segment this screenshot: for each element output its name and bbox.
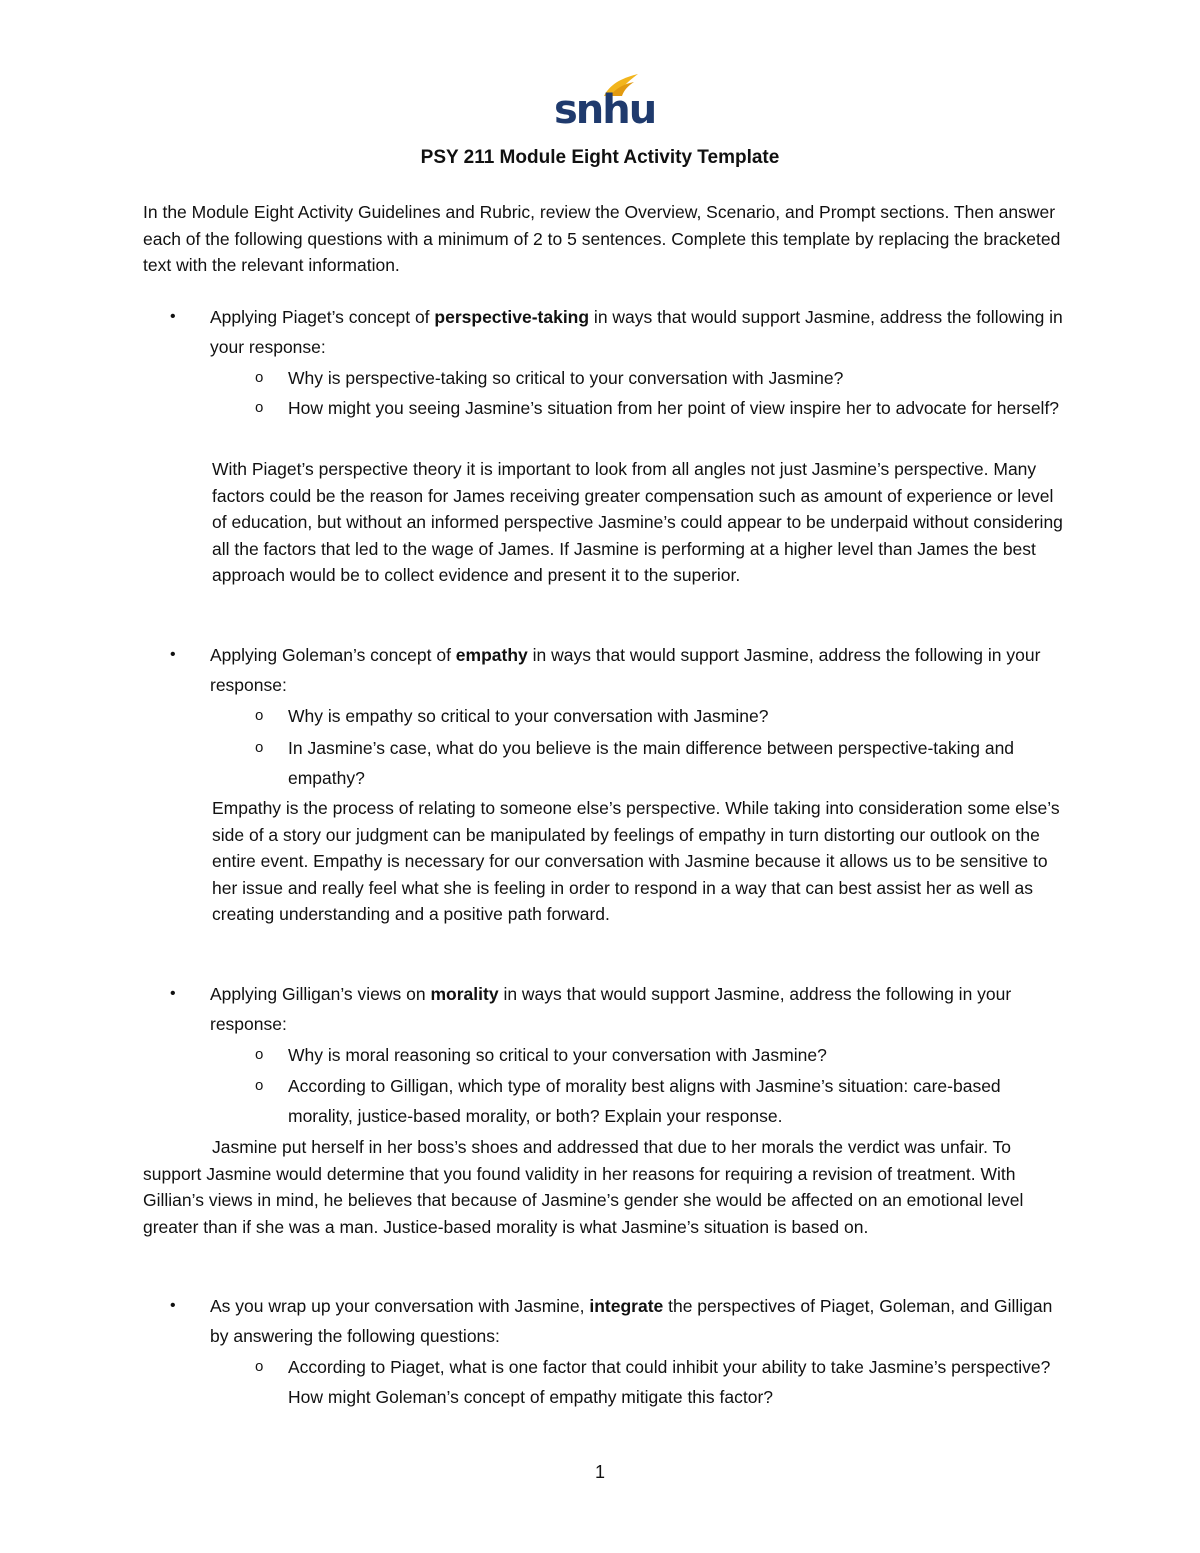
intro-paragraph: In the Module Eight Activity Guidelines and Rubric, review the Overview, Scenario, and Prompt sections. Then answer each of the following questions with a minimum of 2 to 5 sentences. Complete this template by replacing the bracketed text with the relevant information. [143, 202, 1061, 275]
section-2-prompt: • Applying Goleman’s concept of empathy in ways that would support Jasmine, address the following in your response: [210, 640, 1070, 700]
section-2-keyword: empathy [455, 645, 528, 665]
page-number: 1 [594, 1462, 605, 1482]
sub-bullet-icon: o [255, 1077, 264, 1094]
section-3-answer: Jasmine put herself in her boss’s shoes and addressed that due to her morals the verdict was unfair. To support Jasmine would determine that you found validity in her reasons for requiring a revision of treatment. With Gillian’s views in mind, he believes that because of Jasmine’s gender she would be affected on an emotional level greater than if she was a man. Justice-based morality is what Jasmine’s situation is based on. [143, 1137, 1024, 1237]
section-2-question-1: o Why is empathy so critical to your conversation with Jasmine? [288, 701, 1070, 731]
section-4-keyword: integrate [589, 1296, 664, 1316]
section-3-question-2: o According to Gilligan, which type of morality best aligns with Jasmine’s situation: care-based morality, justice-based morality, or both? Explain your response. [288, 1071, 1070, 1131]
section-1-answer: With Piaget’s perspective theory it is important to look from all angles not just Jasmine’s perspective. Many factors could be the reason for James receiving greater compensation such as amount of experience or level of education, but without an informed perspective Jasmine’s could appear to be underpaid without considering all the factors that led to the wage of James. If Jasmine is performing at a higher level than James the best approach would be to collect evidence and present it to the superior. [212, 459, 1063, 585]
bullet-icon: • [170, 308, 176, 325]
sub-bullet-icon: o [255, 707, 264, 724]
section-4-question-1: o According to Piaget, what is one factor that could inhibit your ability to take Jasmine’s perspective? How might Goleman’s concept of empathy mitigate this factor? [288, 1352, 1070, 1412]
section-3-prompt: • Applying Gilligan’s views on morality in ways that would support Jasmine, address the following in your response: [210, 979, 1070, 1039]
logo-wordmark: snhu [554, 87, 656, 133]
bullet-icon: • [170, 985, 176, 1002]
snhu-logo [552, 72, 656, 133]
section-1-prompt: • Applying Piaget’s concept of perspective-taking in ways that would support Jasmine, address the following in your response: [210, 302, 1070, 362]
section-2-answer: Empathy is the process of relating to someone else’s perspective. While taking into consideration some else’s side of a story our judgment can be manipulated by feelings of empathy in turn distorting our outlook on the entire event. Empathy is necessary for our conversation with Jasmine because it allows us to be sensitive to her issue and really feel what she is feeling in order to respond in a way that can best assist her as well as creating understanding and a positive path forward. [212, 798, 1060, 924]
sub-bullet-icon: o [255, 1046, 264, 1063]
bullet-icon: • [170, 646, 176, 663]
section-1-question-2: o How might you seeing Jasmine’s situation from her point of view inspire her to advocate for herself? [288, 393, 1070, 423]
document-title: PSY 211 Module Eight Activity Template [420, 147, 780, 168]
section-3-keyword: morality [430, 984, 499, 1004]
bullet-icon: • [170, 1297, 176, 1314]
section-4-prompt: • As you wrap up your conversation with Jasmine, integrate the perspectives of Piaget, Goleman, and Gilligan by answering the following questions: [210, 1291, 1070, 1351]
section-1-keyword: perspective-taking [434, 307, 590, 327]
sub-bullet-icon: o [255, 739, 264, 756]
sub-bullet-icon: o [255, 399, 264, 416]
section-3-question-1: o Why is moral reasoning so critical to your conversation with Jasmine? [288, 1040, 1070, 1070]
sub-bullet-icon: o [255, 1358, 264, 1375]
section-2-question-2: o In Jasmine’s case, what do you believe is the main difference between perspective-taking and empathy? [288, 733, 1070, 793]
section-1-question-1: o Why is perspective-taking so critical to your conversation with Jasmine? [288, 363, 1070, 393]
sub-bullet-icon: o [255, 369, 264, 386]
